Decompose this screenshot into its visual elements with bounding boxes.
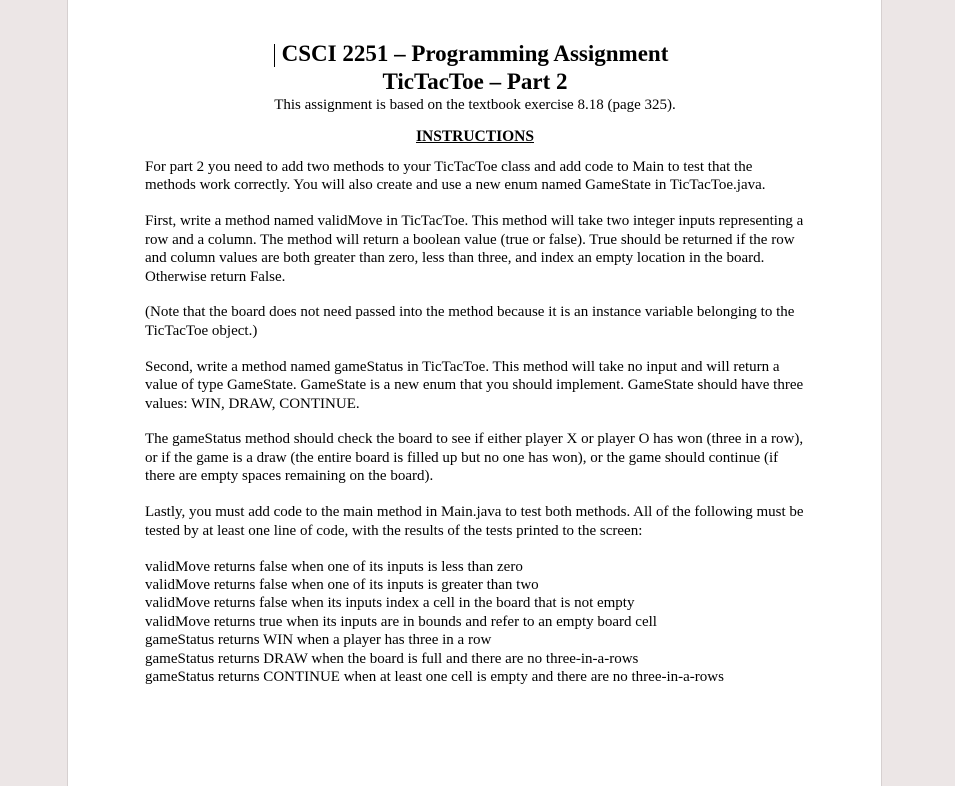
paragraph-validmove: First, write a method named validMove in TicTacToe. This method will take two integer inputs representing a row and a column. The method will return a boolean value (true or false). True should be returned if the row and column values are both greater than zero, less than three, and index an empty location in the board. Otherwise return False. (145, 213, 804, 285)
document-title-line1 (145, 40, 805, 68)
text-cursor (274, 44, 275, 67)
instructions-heading: INSTRUCTIONS (415, 128, 534, 145)
document-title-line2: TicTacToe – Part 2 (382, 69, 568, 94)
document-subtitle: This assignment is based on the textbook exercise 8.18 (page 325). (274, 97, 676, 113)
paragraph-note: (Note that the board does not need passed into the method because it is an instance variable belonging to the TicTacToe object.) (145, 304, 795, 339)
document-page (67, 0, 882, 786)
list-item: gameStatus returns DRAW when the board is full and there are no three-in-a-rows (145, 650, 639, 667)
list-item: gameStatus returns WIN when a player has three in a row (145, 632, 492, 649)
list-item: gameStatus returns CONTINUE when at least one cell is empty and there are no three-in-a-rows (145, 668, 724, 685)
list-item: validMove returns true when its inputs are in bounds and refer to an empty board cell (145, 613, 657, 630)
test-requirements-list (145, 558, 805, 687)
paragraph-testing: Lastly, you must add code to the main method in Main.java to test both methods. All of the following must be tested by at least one line of code, with the results of the tests printed to the screen: (145, 504, 804, 539)
list-item: validMove returns false when one of its inputs is less than zero (145, 558, 523, 575)
list-item: validMove returns false when its inputs index a cell in the board that is not empty (145, 595, 635, 612)
title-line1-text: CSCI 2251 – Programming Assignment (281, 41, 669, 66)
paragraph-gamestatus: Second, write a method named gameStatus in TicTacToe. This method will take no input and will return a value of type GameState. GameState is a new enum that you should implement. GameState should have three values: WIN, DRAW, CONTINUE. (145, 358, 804, 412)
list-item: validMove returns false when one of its inputs is greater than two (145, 576, 539, 593)
paragraph-intro: For part 2 you need to add two methods to your TicTacToe class and add code to Main to test that the methods work correctly. You will also create and use a new enum named GameState in TicTacToe.java. (145, 159, 766, 194)
document-content (145, 40, 805, 686)
paragraph-gamestatus-details: The gameStatus method should check the board to see if either player X or player O has won (three in a row), or if the game is a draw (the entire board is filled up but no one has won), or the game should continue (if there are empty spaces remaining on the board). (145, 431, 804, 485)
